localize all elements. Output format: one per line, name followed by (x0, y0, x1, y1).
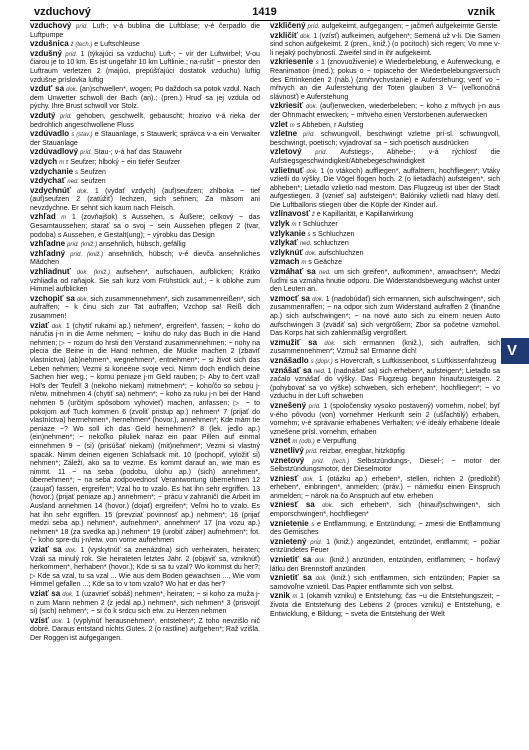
entry-headword: vzlet (270, 119, 288, 129)
entry-grammar: príd. (kniž.) (70, 251, 104, 258)
entry-body: 1 (znovuoživenie) e Wiederbelebung, e Auferweckung, e Reanimation (med.); pokus o ~ topiaceho der Wiederbelebungsversuch des Ertrinkenden 2 (náb.) (zmŕtvychvstanie) e Auferstehung; veriť vo ~ mŕtvych an die Auferstehung der Toten glauben 3 V~ (veľkonočná slávnosť) e Auferstehung (270, 59, 500, 101)
entry-body: sich erheben*, sich (hinauf)schwingen*, sich emporschwingen*, hochfliegen* (270, 502, 500, 519)
entry-grammar: s (307, 231, 311, 238)
entry-grammar: dok. (314, 558, 327, 565)
entry-body: e Luftschleuse (94, 41, 140, 49)
entry-headword: vzhliadnuť (30, 267, 71, 277)
dictionary-columns (30, 22, 500, 740)
entry-grammar: m (odb.) (292, 439, 315, 446)
dictionary-entry (270, 210, 500, 220)
entry-body: 1 (nadobúdať) sich ermannen, sich aufschwingen*, sich zusammenraffen; ~ na odpor sich zum Widerstand aufraffen 2 (finančne ap.) sich aufschwingen*; ~ na nové auto sich zu einem neuen Auto aufschwingen 3 (zvädiť sa) sich vergrößern; Zbor sa početne vzmohol. Das Korps hat sich zahlenmäßig vergrößert. (270, 295, 500, 338)
entry-grammar: dok. (65, 548, 77, 555)
entry-grammar: dok. (315, 576, 328, 583)
dictionary-entry (270, 58, 500, 102)
left-column (30, 22, 260, 740)
dictionary-entry (270, 148, 500, 166)
entry-headword: vzmach (270, 257, 300, 267)
entry-headword: vznet (270, 436, 291, 446)
entry-headword: vznietenie (270, 518, 309, 528)
entry-headword: vznášať sa (270, 365, 312, 375)
dictionary-entry (270, 268, 500, 295)
page-number: 1419 (252, 6, 277, 18)
entry-body: (auf)erwecken, wiederbeleben; ~ koho z mŕtvych j-n aus der Ohnmacht erwecken; ~ mŕtveho einen Verstorbenen auferwecken (270, 103, 500, 119)
entry-body: 1 (otázku ap.) erheben*, stellen, richten 2 (predložiť) erheben*, einbringen*, anmelden; (práv.) ~ námietku einen Einspruch anmelden; ~ nárok na čo Anspruch auf etw. erheben (270, 475, 500, 500)
entry-grammar: dok. (306, 168, 318, 175)
entry-grammar: príd. (305, 448, 318, 455)
entry-body: e Stauanlage, s Stauwerk; správca v-a ein Verwalter der Stauanlage (30, 131, 260, 147)
entry-grammar: s (dopr.) (310, 358, 333, 365)
entry-grammar: príd. (76, 24, 89, 30)
entry-grammar: príd. (79, 150, 92, 157)
entry-headword: vzdychanie (30, 166, 74, 176)
entry-body: reizbar, erregbar, hitzköpfig (319, 447, 405, 455)
entry-body: aufschluchzen (318, 249, 364, 257)
thumb-index-letter: V (506, 342, 517, 359)
entry-grammar: dok. (302, 476, 315, 483)
entry-body: 1 (nadnášať sa) sich erheben*, aufsteigen*; Lietadlo sa začalo vznášať do výšky. Das Flugzeug begann hinaufzusteigen. 2 (pohybovať sa vo výške) schweben, sich erheben*, hochfliegen*; ~ vo vzduchu in der Luft schweben (270, 367, 500, 401)
entry-grammar: dok. (312, 296, 324, 303)
entry-headword: vzdutý (30, 110, 56, 120)
entry-body: aufsehen*, aufschauen, aufblicken; Krátko vzhliadla od raňajok. Sie sah kurz vom Frühstück auf.; ~ k oblohe zum Himmel aufblicken (30, 269, 260, 294)
entry-headword: vzhľadný (30, 248, 66, 258)
dictionary-entry (270, 239, 500, 249)
entry-body: r Schluchzer (298, 221, 338, 229)
right-column (270, 22, 500, 740)
entry-body: ansehnlich, hübsch; v-é dievča ansehnliches Mädchen (30, 250, 260, 267)
dictionary-entry (30, 268, 260, 295)
entry-grammar: dok. (305, 250, 317, 257)
dictionary-entry (270, 501, 500, 519)
entry-body: 1 (vydať vzdych) (auf)seufzen; zhlboka ~ tief (auf)seufzen 2 (zatúžiť) lechzen, sich sehnen; Za mäsom ani nevzdychne. Er sehnt sich kaum nach Fleisch. (30, 187, 260, 212)
entry-body: Aufstiegs-, Abhebe-; v-á rýchlosť die Aufstiegsgeschwindigkeit/Abhebegeschwindigkeit (270, 149, 500, 165)
entry-headword: vznešený (270, 400, 307, 410)
entry-grammar: príd. (310, 539, 323, 546)
dictionary-entry (30, 250, 260, 268)
entry-headword: vzhľad (30, 212, 56, 222)
entry-grammar: príd. (59, 113, 72, 120)
dictionary-entry (270, 22, 500, 32)
dictionary-entry (30, 112, 260, 130)
entry-grammar: dok. (51, 323, 64, 330)
dictionary-entry (270, 249, 500, 259)
entry-body: e Entflammung, e Entzündung; ~ zmesi die Entflammung des Gemisches (270, 520, 500, 537)
entry-grammar: dok. (322, 503, 334, 510)
entry-body: 1 (o vtákoch) auffliegen*, auffalttern, hochfliegen*; Vtáky vzlietli do výšky. Die Vögel flogen hoch. 2 (o lietadlách) aufsteigen*, sich abheben*; Lietadlo vzlietlo nad mestom. Das Flugzeug ist über der Stadt aufgestiegen. 3 (vznieť sa) aufsteigen*; Balóniky vzlietli nad hlavy detí. Die Luftballons stiegen über die Köpfe der Kinder auf. (270, 167, 500, 209)
entry-grammar: dok. (62, 592, 74, 598)
dictionary-entry (30, 187, 260, 214)
entry-headword: vznietený (270, 536, 307, 546)
entry-body: sich zusammennehmen*, sich zusammenreißen*, sich aufraffen; ~ k činu sich zur Tat aufraffen; Vzchop sa! Reiß dich zusammen! (30, 295, 260, 320)
entry-body: um sich greifen*, aufkommen*, anwachsen*; Medzi ľuďmi sa vzmáha hnutie odporu. Die Widerstandsbewegung wächst unter den Leuten an. (270, 269, 500, 294)
dictionary-entry (30, 213, 260, 240)
dictionary-entry (30, 546, 260, 590)
entry-headword: vzniesť (270, 473, 299, 483)
entry-body: e Kapillarität, e Kapillarwirkung (316, 211, 414, 219)
entry-body: s Abheben, r Aufstieg (296, 121, 364, 129)
guide-word-right: vznik (467, 6, 495, 18)
entry-headword: vzmocť sa (270, 293, 311, 303)
entry-grammar: ned. (299, 241, 312, 248)
entry-headword: vzdúvadlo (30, 129, 70, 139)
dictionary-entry (30, 130, 260, 148)
entry-body: 1 (uzavrieť sobáš) nehmen*, heiraten; ~ si koho za muža j-n zum Mann nehmen 2 (z jedál ap.) nehmen*, sich nehmen* 3 (prisvojiť si) (sich) nehmen*; ~ si čo k srdcu sich etw. zu Herzen nehmen (30, 591, 260, 616)
entry-grammar: ned. (67, 179, 80, 186)
entry-headword: vzdychnúť (30, 185, 71, 195)
entry-headword: vzdut' sa (30, 84, 65, 94)
entry-headword: vzkriesenie (270, 57, 314, 67)
entry-body: 1 (týkajúci sa vzduchu) Luft-; ~ vír der Luftwirbel; V-ou čiarou je to 10 km. Es ist ungefähr 10 km Luftlinie.; na-rušit' ~ priestor den Luftraum verletzen 2 (majúci, prepúšťajúci dostatok vzduchu) luftig vzdušne príslovka luftig (30, 50, 260, 84)
entry-headword: vznášadlo (270, 355, 309, 365)
entry-headword: vzlínavosť (270, 209, 310, 219)
entry-grammar: dok. (77, 188, 89, 195)
entry-grammar: m (291, 222, 297, 229)
dictionary-entry (270, 339, 500, 357)
entry-grammar: ned. (313, 368, 326, 375)
entry-grammar: príd. (308, 403, 321, 410)
dictionary-entry (30, 148, 260, 158)
entry-headword: vzmužiť sa (270, 337, 318, 347)
entry-body: (an)schwellen*, wogen; Po daždoch sa potok vzdul. Nach dem Unwetter schwoll der Bach (an).; (pren.) Hruď sa jej vzdula od pýchy. Ihre Brust schwoll vor Stolz. (30, 86, 260, 111)
entry-grammar: m (301, 260, 307, 267)
entry-headword: vzdychať (30, 176, 66, 186)
entry-headword: vzhľadne (30, 239, 66, 249)
entry-body: 1 (chytiť rukami ap.) nehmen*, ergreifen*, fassen; ~ koho do náručia j-n in die Arme nehmen; ~ knihu do ruky das Buch in die Hand nehmen; ▷ ~ rozum do hrsti den Verstand zusammennehmen; ~ nohy na plecia die Beine in die Hand nehmen, die Mücke machen 2 (zbaviť vlastníctva) (ab)nehmen*, wegnehmen*, entnehmen*; ~ si život sich das Leben nehmen; Vezmi si koneène svoje veci. Nimm doch endlich deine Sachen hier weg.; ~ komu peniaze j-m Geld rauben; ▷ Aby to čert vzal! Hol's der Teufel! 3 (nekoho niekam) mitnehmen*; ~ koho/čo so sebou j-n/etw. mitnehmen 4 (chytiť sa) nehmen*; ~ koho za ruku j-n bei der Hand nehmen 5 (určitým spôsobom vyhovieť) machen, anfassen; ▷ ~ to pokojom auf Tuch kommen 6 (zvoliť pristup ap.) nehmen* 7 (prijať do vlastníctva) herrnehmen*, hernehmen* (hovor.), annehmen*; Kde mám tie peniaze ~? Wo soll ich das Geld hernehmen? 8 (lek. jedlo ap.) (ein)nehmen*; ~ nekoľko piluliek naraz ein paar Pillen auf einmal einnehmen 9 ~ (si) (prisúšať niekam) (mit)nehmen*; Vezmi si vlastný spacák. Nimm deinen eigenen Schlafsack mit. 10 (pochopiť, vyložiť si) nehmen*; Záleží, ako sa to vezme. Es kommt darauf an, wie man es nimmt. 11 ~ na seba (podobu, úlohu ap.) (sich) annehmen*, übernehmen*; ~ na seba zodpovednosť Verantwortung übernehmen 12 (zaujať) fassen, ergreifen*; Vzal ho to vzalo. Es hat ihn sehr ergriffen. 13 (hovor.) (prijať peniaze ap.) annehmen*; ~ prácu v zahraničí die Arbeit im Ausland annehmen 14 (hovor.) (dojať) ergreifen*; Veľmi ho to vzalo. Es hat ihn sehr ergriffen. 15 (prevziať povinnosť ap.) nehmen*; 16 (prijať medzi seba ap.) nehmen*, aufnehmen*, annehmen* 17 (na vozu ap.) nehmen* 18 (za svedka ap.) nehmen* 19 (urobiť záber) aufnehmen*; fot. (~ koho spre-du j-n/etw. von vorne aufnehmen (30, 322, 260, 545)
entry-grammar: m (289, 122, 295, 129)
entry-body: s Hovercraft, s Luftkissenboot, s Luftkissenfahrzeug (334, 357, 497, 365)
dictionary-entry (270, 102, 500, 120)
entry-grammar: ned. (319, 270, 331, 277)
entry-body: seufzen (81, 178, 106, 186)
entry-headword: vzdušnica (30, 39, 69, 49)
dictionary-entry (270, 592, 500, 619)
entry-headword: vzkriesiť (270, 101, 304, 111)
entry-body: Seufzen (80, 168, 106, 176)
dictionary-entry (270, 520, 500, 538)
dictionary-entry (270, 130, 500, 148)
entry-headword: vzchopiť sa (30, 293, 75, 303)
dictionary-entry (30, 590, 260, 617)
entry-headword: vziať sa (30, 545, 62, 555)
entry-headword: vzlyknúť (270, 247, 304, 257)
entry-grammar: dok. (51, 618, 64, 625)
entry-grammar: príd. (65, 51, 78, 58)
dictionary-entry (30, 50, 260, 85)
entry-grammar: dok. (kniž.) (76, 270, 111, 277)
entry-headword: vznietiť sa (270, 573, 312, 583)
entry-body: schluchzen (313, 240, 349, 248)
entry-body: ansehnlich, hübsch, gefällig (99, 241, 186, 249)
header-rule (30, 20, 500, 21)
entry-body: Selbstzündungs-, Diesel-; ~ motor der Selbstzündungsmotor, der Dieselmotor (270, 457, 500, 474)
entry-grammar: dok. (299, 33, 312, 40)
entry-body: Stau-; v-á hať das Stauwehr (93, 149, 183, 157)
entry-headword: vzkličiť (270, 30, 298, 40)
entry-headword: vziať (30, 320, 49, 330)
entry-headword: vzniesť sa (270, 500, 315, 510)
entry-headword: vznetlivý (270, 445, 304, 455)
entry-grammar: príd. (kniž.) (67, 242, 98, 249)
entry-body: s Schluchzen (312, 230, 355, 238)
entry-grammar: m (61, 215, 67, 222)
dictionary-entry (270, 230, 500, 240)
entry-body: aufgekeimt, aufgegangen; ~ jačmeň aufgekeimte Gerste (321, 23, 498, 30)
guide-word-left: vzduchový (34, 6, 91, 18)
entry-grammar: m (292, 594, 298, 601)
entry-body: Luft-; v-á bublina die Luftblase; v-é čerpadlo die Luftpumpe (30, 23, 260, 39)
entry-headword: vzlykanie (270, 228, 306, 238)
entry-headword: vziať sa (30, 589, 61, 598)
entry-body: (kniž.) anzünden, entzünden, entflammen; ~ horľavý látku den Brennstoff anzünden (270, 557, 500, 573)
entry-headword: vznietiť sa (270, 555, 312, 565)
entry-body: s Geächze (308, 259, 342, 267)
entry-headword: vzkličený (270, 22, 306, 30)
entry-grammar: príd. (315, 150, 328, 157)
entry-body: 1 (vyplynúť herausnehmen*, entstehen*; Z toho nevzišlo nič dobré. Daraus entstand nichts Gutes. 2 (o rastline) aufgehen*; Raž vzišla. Der Roggen ist aufgegangen. (30, 617, 260, 642)
dictionary-entry (270, 121, 500, 131)
entry-grammar: s (75, 169, 79, 176)
entry-body: 1 (vyskytnúť sa znenázdna) sich verheiraten, heiraten; Vzali sa minulý rok. Sie heirateten letztes Jahr. 2 (objaviť sa, vzniknúť) herkommen*, herhaben* (hovor.); Kde si sa tu vzal? Wo kommst du her?; ▷ Kde sa vzal, tu sa vzal ... Wie aus dem Boden gewachsen ..., Wie vom Himmel gefallen ...; Kde sa to v tom vzalo? Wo hat er das her? (30, 547, 260, 589)
dictionary-entry (270, 367, 500, 402)
dictionary-entry (270, 475, 500, 502)
entry-body: 1 (kniž.) angezündet, entzündet, entflammt; ~ požiar entzündetes Feuer (270, 538, 500, 555)
entry-headword: vzdych (30, 156, 58, 166)
entry-grammar: ž (311, 212, 315, 219)
entry-body: 1 (vzísť) aufkeimen, aufgehen*; Semená už v-li. Die Samen sind schon aufgekeimt. 2 (pren., kniž.) (o pocitoch) sich regen; Vo mne v-li nejaký pochybnosti. Zweifel sind in ihr aufgekeimt. (270, 32, 500, 57)
entry-body: 1 (zovňajšok) s Aussehen, s Äußere; celkový ~ das Gesamtaussehen; starať sa o svoj ~ sein Aussehen pflegen 2 (tvar, podoba) s Aussehen, e Gestalt(ung); ~ výrobku das Design (30, 214, 260, 239)
dictionary-entry (270, 574, 500, 592)
entry-grammar: s (315, 60, 319, 67)
dictionary-entry (270, 556, 500, 574)
entry-headword: vzlietnuť (270, 165, 304, 175)
entry-body: 1 (spoločensky vysoko postavený) vornehm, nobel; byť v-ého pôvodu (von) vornehmer Herkunft sein 2 (ušľachtilý) erhaben, vornehm; v-é správanie erhabenes Verhalten; v-é ideály erhabene Ideale vznešene prísl. vornehm, erhaben (270, 402, 500, 436)
entry-body: schwungvoll, beschwingt vzletne prí-sl. schwungvoll, beschwingt, poetisch; vyjadrovať sa ~ sich poetisch ausdrücken (270, 131, 500, 147)
entry-body: e Verpuffung (316, 438, 357, 446)
entry-headword: vzletový (270, 147, 302, 157)
entry-headword: vzlyk (270, 219, 290, 229)
entry-body: sich ermannen (kniž.), sich aufraffen, sich zusammennehmen*; Vzmuž sa! Ermanne dich! (270, 339, 500, 356)
entry-headword: vzlykať (270, 238, 298, 248)
dictionary-entry (30, 295, 260, 322)
dictionary-entry (270, 437, 500, 447)
dictionary-entry (30, 85, 260, 112)
entry-body: r Seufzer; hlboký ~ ein tiefer Seufzer (66, 158, 181, 166)
entry-grammar: príd. (307, 24, 320, 30)
dictionary-entry (30, 617, 260, 644)
dictionary-entry (270, 457, 500, 475)
entry-grammar: dok. (305, 104, 318, 111)
thumb-index-tab (501, 338, 529, 364)
dictionary-entry (270, 295, 500, 339)
dictionary-entry (30, 22, 260, 40)
entry-grammar: príd. (tech.) (312, 458, 350, 465)
entry-grammar: dok. (66, 87, 78, 94)
dictionary-entry (270, 402, 500, 437)
entry-grammar: ž (tech.) (70, 42, 93, 49)
entry-headword: vzdúvadlový (30, 147, 79, 157)
entry-grammar: m (59, 159, 65, 166)
entry-body: 1 (okamih vzniku) e Entstehung; čas ~u die Entstehungszeit; ~ života die Entstehung des Lebens 2 (proces vzniku) e Entstehung, e Entwicklung, e Bildung; ~ sveta die Entstehung der Welt (270, 593, 500, 618)
entry-headword: vzletne (270, 129, 298, 139)
entry-body: (kniž.) sich entflammen, sich entzünden; Papier sa samovoľne vznietil. Das Papier entflammte sich von selbst. (270, 575, 500, 591)
dictionary-entry (270, 538, 500, 556)
dictionary-entry (30, 322, 260, 546)
entry-grammar: dok. (324, 340, 336, 347)
dictionary-entry (270, 167, 500, 211)
dictionary-entry (30, 40, 260, 50)
entry-body: gehoben, geschwellt, gebauscht; hrozivo v-á rieka der bedrohlich angeschwollene Fluss (30, 112, 260, 129)
entry-headword: vznik (270, 591, 291, 601)
entry-grammar: s (stav.) (71, 132, 93, 139)
entry-headword: vzmáhať sa (270, 267, 316, 277)
entry-headword: vznetový (270, 455, 305, 465)
entry-headword: vzísť (30, 615, 49, 625)
entry-grammar: dok. (76, 296, 89, 303)
entry-headword: vzduchový (30, 22, 72, 30)
dictionary-entry (270, 32, 500, 59)
dictionary-entry (270, 447, 500, 457)
entry-grammar: príd. (302, 132, 315, 139)
entry-grammar: s (311, 521, 315, 528)
entry-headword: vzdušný (30, 48, 63, 58)
